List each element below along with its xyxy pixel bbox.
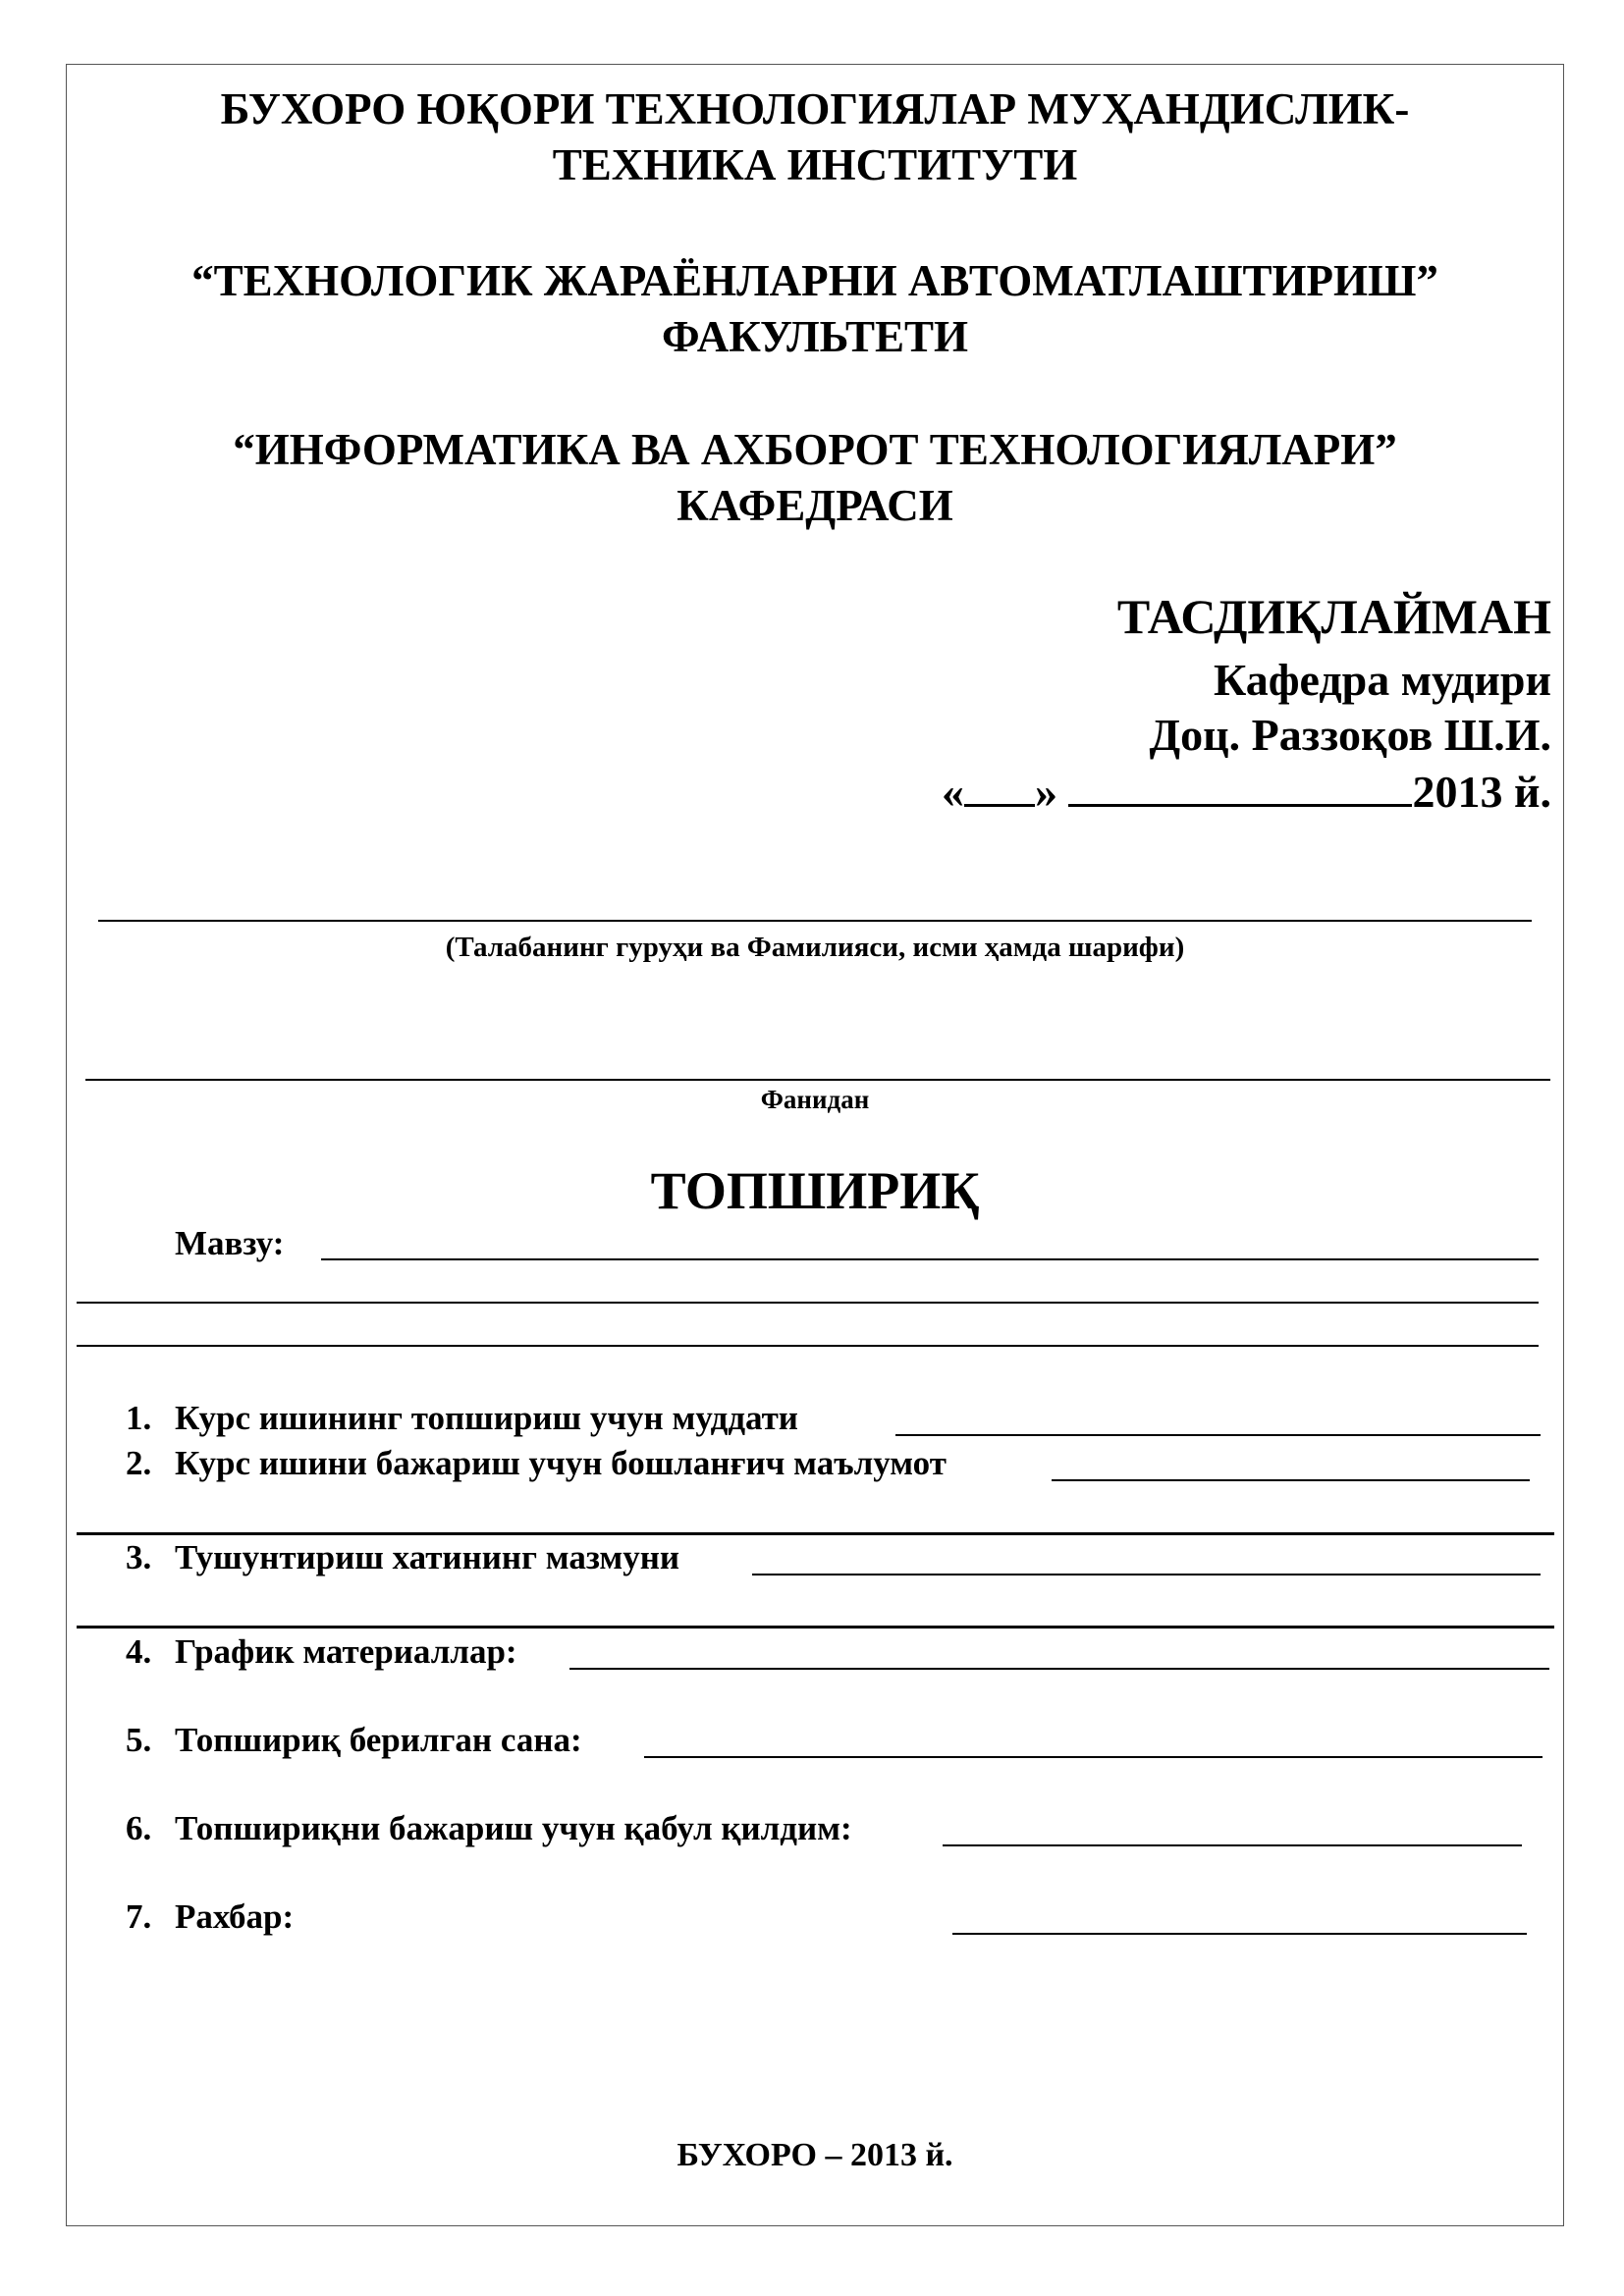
item-1-line[interactable] <box>895 1434 1541 1436</box>
institute-name <box>66 81 1564 193</box>
item-2-extra-line[interactable] <box>77 1532 1554 1535</box>
approval-name: Доц. Раззоқов Ш.И. <box>1149 710 1551 760</box>
item-1-label: Курс ишининг топшириш учун муддати <box>175 1399 798 1437</box>
item-5 <box>126 1721 582 1760</box>
institute-line-2: ТЕХНИКА ИНСТИТУТИ <box>552 140 1078 189</box>
item-6 <box>126 1809 852 1848</box>
item-4-line[interactable] <box>569 1668 1549 1670</box>
date-close-quote: » <box>1034 767 1057 817</box>
item-6-label: Топшириқни бажариш учун қабул қилдим: <box>175 1809 852 1847</box>
item-4 <box>126 1632 517 1672</box>
item-1 <box>126 1399 798 1438</box>
item-5-line[interactable] <box>644 1756 1543 1758</box>
item-3-line[interactable] <box>752 1574 1541 1575</box>
item-2 <box>126 1444 947 1483</box>
item-2-label: Курс ишини бажариш учун бошланғич маълумот <box>175 1444 947 1482</box>
item-3 <box>126 1538 679 1577</box>
faculty-name <box>66 253 1564 365</box>
item-6-line[interactable] <box>943 1844 1522 1846</box>
item-2-number: 2. <box>126 1444 152 1482</box>
topic-line-1[interactable] <box>321 1258 1539 1260</box>
assignment-title: ТОПШИРИҚ <box>650 1161 980 1220</box>
approval-position: Кафедра мудири <box>1213 655 1551 705</box>
date-month-blank[interactable] <box>1068 767 1412 807</box>
topic-line-2[interactable] <box>77 1302 1539 1304</box>
item-4-number: 4. <box>126 1632 152 1671</box>
item-5-label: Топшириқ берилган сана: <box>175 1721 582 1759</box>
department-line-1: “ИНФОРМАТИКА ВА АХБОРОТ ТЕХНОЛОГИЯЛАРИ” <box>233 425 1397 474</box>
item-2-line[interactable] <box>1052 1479 1530 1481</box>
date-day-blank[interactable] <box>964 767 1035 807</box>
topic-label: Мавзу: <box>175 1224 285 1262</box>
department-name <box>66 422 1564 534</box>
item-7-number: 7. <box>126 1897 152 1936</box>
topic-line-3[interactable] <box>77 1345 1539 1347</box>
approval-title: ТАСДИҚЛАЙМАН <box>1116 589 1551 644</box>
approval-date <box>942 765 1551 820</box>
footer-city-year: БУХОРО – 2013 й. <box>677 2137 953 2173</box>
date-open-quote: « <box>941 767 964 817</box>
date-year: 2013 й. <box>1412 767 1551 817</box>
item-4-label: График материаллар: <box>175 1632 517 1671</box>
item-7-label: Рахбар: <box>175 1897 295 1936</box>
faculty-line-1: “ТЕХНОЛОГИК ЖАРАЁНЛАРНИ АВТОМАТЛАШТИРИШ” <box>191 256 1438 305</box>
item-1-number: 1. <box>126 1399 152 1437</box>
subject-caption: Фанидан <box>760 1085 870 1114</box>
item-3-number: 3. <box>126 1538 152 1576</box>
item-7 <box>126 1897 294 1937</box>
department-line-2: КАФЕДРАСИ <box>677 481 953 530</box>
subject-line[interactable] <box>85 1079 1550 1081</box>
item-7-line[interactable] <box>952 1933 1527 1935</box>
faculty-line-2: ФАКУЛЬТЕТИ <box>661 312 969 361</box>
item-3-label: Тушунтириш хатининг мазмуни <box>175 1538 680 1576</box>
student-caption: (Талабанинг гуруҳи ва Фамилияси, исми ҳамда шарифи) <box>445 932 1185 963</box>
item-5-number: 5. <box>126 1721 152 1759</box>
item-3-extra-line[interactable] <box>77 1626 1554 1629</box>
student-name-line[interactable] <box>98 920 1532 922</box>
institute-line-1: БУХОРО ЮҚОРИ ТЕХНОЛОГИЯЛАР МУҲАНДИСЛИК- <box>220 84 1410 133</box>
item-6-number: 6. <box>126 1809 152 1847</box>
